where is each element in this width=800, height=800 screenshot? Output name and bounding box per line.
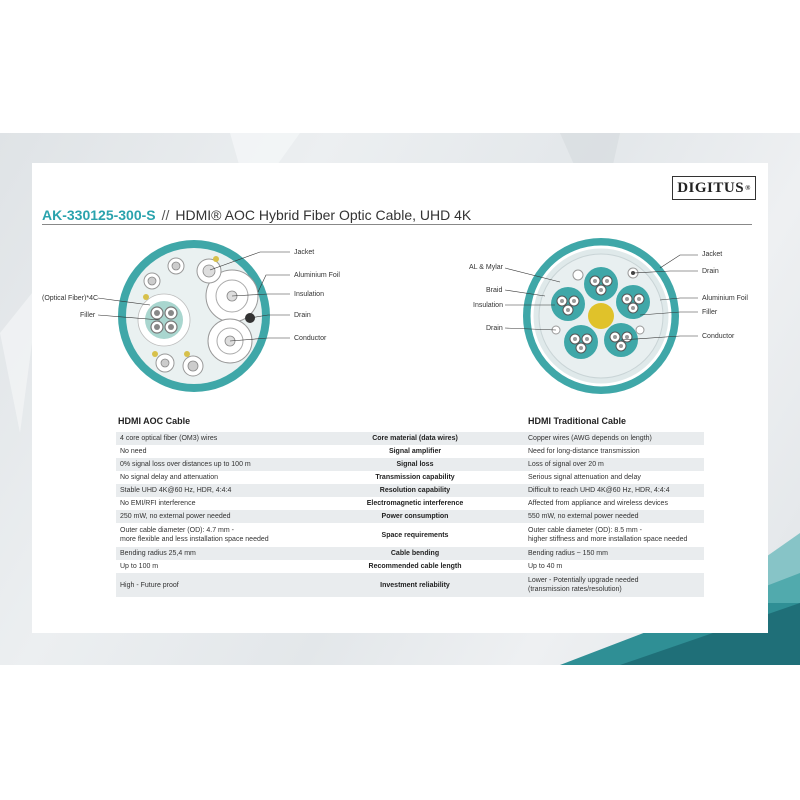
traditional-cell	[524, 434, 704, 443]
aoc-cell	[116, 499, 306, 508]
criterion-cell	[306, 499, 524, 508]
criterion-cell-line: Resolution capability	[379, 487, 451, 494]
criterion-cell-line: Investment reliability	[380, 581, 450, 589]
table-row	[116, 573, 704, 597]
table-row	[116, 523, 704, 547]
trad-label-jacket: Jacket	[702, 251, 723, 258]
trad-label-conductor: Conductor	[702, 333, 735, 340]
table-row	[116, 484, 704, 497]
criterion-cell	[306, 549, 524, 558]
aoc-label-insulation: Insulation	[294, 291, 324, 298]
traditional-cell-line-2: (transmission rates/resolution)	[528, 586, 622, 593]
criterion-cell-line: Space requirements	[381, 531, 449, 539]
product-title: HDMI® AOC Hybrid Fiber Optic Cable, UHD 4K	[175, 207, 472, 223]
aoc-cell	[116, 473, 306, 482]
traditional-cell-line: Affected from appliance and wireless devices	[528, 500, 668, 507]
aoc-cell-line: Outer cable diameter (OD): 4.7 mm -	[120, 527, 234, 534]
aoc-cell-line: 250 mW, no external power needed	[120, 513, 231, 520]
aoc-cell-line: Stable UHD 4K@60 Hz, HDR, 4:4:4	[120, 487, 232, 494]
criterion-cell	[306, 486, 524, 495]
product-code: AK-330125-300-S	[42, 207, 156, 223]
traditional-cell	[524, 447, 704, 456]
aoc-cell-line: 0% signal loss over distances up to 100 m	[120, 461, 251, 468]
criterion-cell-line: Power consumption	[381, 513, 449, 520]
traditional-cell	[524, 473, 704, 482]
aoc-cell	[116, 434, 306, 443]
criterion-cell	[306, 512, 524, 521]
criterion-cell	[306, 473, 524, 482]
aoc-cell-line: Up to 100 m	[120, 563, 159, 570]
criterion-cell-line: Core material (data wires)	[372, 435, 458, 442]
traditional-cell-line: Need for long-distance transmission	[528, 448, 640, 455]
trad-label-foil: Aluminium Foil	[702, 295, 748, 302]
aoc-cell	[116, 512, 306, 521]
traditional-cell-line: Outer cable diameter (OD): 8.5 mm -	[528, 527, 642, 534]
digitus-logo: DIGITUS ®	[672, 176, 756, 200]
aoc-cell	[116, 549, 306, 558]
traditional-cell-line: Difficult to reach UHD 4K@60 Hz, HDR, 4:4:4	[528, 487, 670, 494]
traditional-cell-line: 550 mW, no external power needed	[528, 513, 639, 520]
trad-label-drain-right: Drain	[702, 268, 719, 275]
traditional-cell	[524, 526, 704, 544]
table-row	[116, 458, 704, 471]
traditional-cell-line: Serious signal attenuation and delay	[528, 474, 641, 481]
traditional-cell	[524, 562, 704, 571]
table-row	[116, 471, 704, 484]
traditional-cell-line: Lower - Potentially upgrade needed	[528, 577, 639, 584]
traditional-cell	[524, 486, 704, 495]
aoc-cell	[116, 447, 306, 456]
traditional-cell	[524, 512, 704, 521]
trad-label-filler: Filler	[702, 309, 718, 316]
traditional-cell-line: Loss of signal over 20 m	[528, 461, 604, 468]
criterion-cell-line: Cable bending	[390, 550, 440, 557]
aoc-cell	[116, 581, 306, 590]
aoc-cell-line: Bending radius 25,4 mm	[120, 550, 196, 557]
table-row	[116, 547, 704, 560]
aoc-label-foil: Aluminium Foil	[294, 272, 340, 279]
criterion-cell-line: Transmission capability	[375, 474, 455, 481]
aoc-label-filler: Filler	[80, 312, 96, 319]
aoc-cell-line: No signal delay and attenuation	[120, 474, 219, 481]
criterion-cell-line: Electromagnetic interference	[366, 500, 464, 507]
trad-label-insulation: Insulation	[473, 302, 503, 309]
aoc-cell-line: High - Future proof	[120, 581, 179, 589]
traditional-cell	[524, 499, 704, 508]
table-row	[116, 497, 704, 510]
aoc-cell-line: 4 core optical fiber (OM3) wires	[120, 435, 218, 442]
traditional-cell	[524, 460, 704, 469]
traditional-cell-line: Bending radius ~ 150 mm	[528, 550, 608, 557]
traditional-cell-line: Up to 40 m	[528, 563, 563, 570]
title-separator: //	[161, 207, 170, 223]
table-row	[116, 510, 704, 523]
aoc-cell-line: No need	[120, 448, 147, 455]
criterion-cell	[306, 581, 524, 590]
table-row	[116, 560, 704, 573]
traditional-cell	[524, 549, 704, 558]
table-row	[116, 445, 704, 458]
aoc-label-drain: Drain	[294, 312, 311, 319]
aoc-cell	[116, 486, 306, 495]
aoc-column-header: HDMI AOC Cable	[118, 416, 191, 426]
aoc-cell	[116, 526, 306, 544]
traditional-cell	[524, 576, 704, 594]
criterion-cell	[306, 447, 524, 456]
criterion-cell-line: Signal loss	[396, 461, 434, 468]
aoc-cell-line: No EMI/RFI interference	[120, 500, 196, 507]
aoc-label-fiber: (Optical Fiber)*4C	[42, 295, 99, 302]
criterion-cell	[306, 434, 524, 443]
trad-label-drain-left: Drain	[486, 325, 503, 332]
traditional-cell-line-2: higher stiffness and more installation space needed	[528, 536, 688, 543]
aoc-cell	[116, 460, 306, 469]
trad-label-braid: Braid	[486, 287, 503, 294]
table-row	[116, 432, 704, 445]
aoc-label-conductor: Conductor	[294, 335, 327, 342]
criterion-cell-line: Recommended cable length	[368, 563, 462, 570]
aoc-label-jacket: Jacket	[294, 249, 315, 256]
comparison-table	[116, 432, 704, 597]
aoc-cell-line-2: more flexible and less installation space needed	[120, 536, 269, 543]
criterion-cell	[306, 531, 524, 540]
criterion-cell	[306, 460, 524, 469]
trad-label-mylar: AL & Mylar	[469, 264, 503, 271]
traditional-column-header: HDMI Traditional Cable	[528, 416, 627, 426]
traditional-cell-line: Copper wires (AWG depends on length)	[528, 435, 652, 442]
criterion-cell-line: Signal amplifier	[388, 448, 442, 455]
criterion-cell	[306, 562, 524, 571]
aoc-cell	[116, 562, 306, 571]
